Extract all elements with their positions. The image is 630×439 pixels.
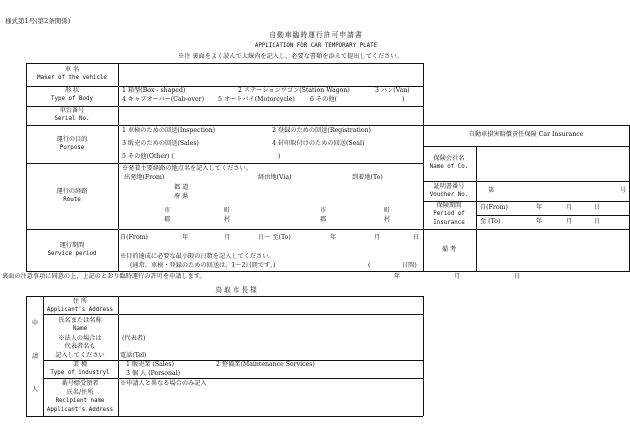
insurance-to-day: 日 bbox=[594, 218, 601, 225]
instruction-note: ※注 裏面をよく読んで太線内を記入し、必要な書類を添えて提出してください。 bbox=[178, 53, 403, 60]
period-days-open: ( bbox=[368, 262, 371, 269]
maker-label: 車 名 bbox=[64, 66, 80, 73]
route-via: 経由地(Via) bbox=[258, 174, 292, 181]
industry-option-2[interactable]: 2 整備業(Maintenance Services) bbox=[216, 361, 315, 368]
insurance-from-month: 月 bbox=[566, 204, 573, 211]
corporate-note-2: 代表者名も bbox=[64, 343, 96, 350]
insurance-to-year: 年 bbox=[536, 218, 543, 225]
recipient-label-english-2: Applicant's Address bbox=[46, 407, 114, 413]
form-title-english: APPLICATION FOR CAR TEMPORARY PLATE bbox=[254, 43, 378, 49]
prefecture-label-1: 都 道 bbox=[174, 184, 189, 191]
period-note-2: (通常、車検・登録のための回送は、1〜2日間です。) bbox=[130, 262, 276, 269]
purpose-label-english: Purpose bbox=[59, 145, 85, 151]
period-day-to: 日〜 至(To) bbox=[258, 234, 291, 241]
route-note: ※発着主要経路の地点名を記入してください。 bbox=[122, 165, 252, 172]
form-number: 様式第1号(第2条関係) bbox=[5, 17, 71, 25]
representative-label: (代表者) bbox=[122, 335, 146, 342]
city-label-a: 市 bbox=[164, 207, 171, 214]
body-type-label: 形 状 bbox=[64, 87, 80, 94]
industry-option-3[interactable]: 3 個 人 (Personal) bbox=[126, 370, 181, 377]
body-option-6[interactable]: 6 その他( bbox=[310, 96, 337, 103]
applicant-side-char-1: 申 bbox=[31, 320, 39, 327]
applicant-side-char-3: 人 bbox=[31, 386, 39, 393]
insurance-from: 自(From) bbox=[480, 204, 508, 211]
corporate-note-1: ※法人の場合は bbox=[58, 335, 102, 342]
gun-label-b: 郡 bbox=[320, 216, 327, 223]
recipient-note: ※申請人と異なる場合のみ記入 bbox=[120, 380, 207, 387]
insurance-period-label-english-2: Insurance bbox=[433, 220, 465, 226]
agreement-year: 年 bbox=[394, 273, 401, 280]
maker-label-english: Maker of the vehicle bbox=[37, 75, 107, 81]
insurance-company-label: 保険会社名 bbox=[433, 155, 465, 162]
city-label-b: 市 bbox=[320, 207, 327, 214]
period-year-2: 年 bbox=[330, 234, 337, 241]
route-label: 運行の経路 bbox=[56, 188, 88, 195]
route-label-english: Route bbox=[63, 197, 81, 203]
applicant-name-label-english: Name bbox=[73, 326, 87, 332]
recipient-label-2: 氏名/住所 bbox=[66, 389, 94, 396]
corporate-note-3: 記入してください bbox=[55, 352, 105, 359]
prefecture-label-2: 府 県 bbox=[174, 193, 189, 200]
village-label-b: 村 bbox=[384, 216, 391, 223]
period-month-1: 月 bbox=[224, 234, 231, 241]
voucher-dai: 第 bbox=[488, 187, 495, 194]
body-option-5[interactable]: 5 オートバイ(Motorcycle) bbox=[218, 96, 295, 103]
purpose-option-3[interactable]: 3 販売のための回送(Sales) bbox=[122, 140, 199, 147]
insurance-header: 自動車損害賠償責任保険 Car Insurance bbox=[468, 131, 584, 138]
telephone-label: 電話(Tel) bbox=[120, 352, 147, 359]
serial-label-english: Serial No. bbox=[54, 116, 90, 122]
route-from: 出発地(From) bbox=[124, 174, 165, 181]
industry-option-1[interactable]: 1 販売業 (Sales) bbox=[126, 361, 175, 368]
period-year-1: 年 bbox=[182, 234, 189, 241]
purpose-option-4[interactable]: 4 封印取付けのための回送(Seal) bbox=[272, 140, 365, 147]
period-from: 自(From) bbox=[120, 234, 148, 241]
applicant-name-label: 氏名または名称 bbox=[58, 317, 102, 324]
village-label-a: 村 bbox=[224, 216, 231, 223]
body-type-label-english: Type of Body bbox=[51, 96, 93, 102]
period-days: 日間) bbox=[402, 262, 417, 269]
insurance-to-month: 月 bbox=[566, 218, 573, 225]
agreement-month: 月 bbox=[454, 273, 461, 280]
town-label-a: 町 bbox=[224, 207, 231, 214]
agreement-day: 日 bbox=[514, 273, 521, 280]
route-to: 到着地(To) bbox=[352, 174, 383, 181]
town-label-b: 町 bbox=[384, 207, 391, 214]
insurance-period-label: 保険期間 bbox=[436, 202, 462, 209]
body-option-2[interactable]: 2 ステーションワゴン(Station Wagon) bbox=[238, 87, 350, 94]
purpose-option-1[interactable]: 1 車検のための回送(Inspection) bbox=[122, 127, 216, 134]
recipient-label-1: 番号標受領者 bbox=[61, 380, 99, 387]
voucher-go: 号 bbox=[620, 187, 627, 194]
serial-label: 車台番号 bbox=[59, 107, 85, 114]
insurance-company-label-english: Name of Co. bbox=[429, 164, 469, 170]
insurance-period-label-english-1: Period of bbox=[433, 211, 465, 217]
insurance-from-day: 日 bbox=[594, 204, 601, 211]
form-title: 自動車臨時運行許可申請書 bbox=[269, 31, 363, 39]
agreement-text: 裏面の注意事項に同意の上、上記のとおり臨時運行の許可を申請します。 bbox=[2, 273, 206, 280]
industry-label-english: Type of industryl bbox=[50, 370, 110, 376]
voucher-label: 証明書番号 bbox=[433, 183, 465, 190]
insurance-to: 至 (To) bbox=[480, 218, 501, 225]
period-label-english: Service period bbox=[47, 251, 97, 257]
purpose-option-5-close: ) bbox=[278, 153, 281, 160]
body-option-6-close: ) bbox=[402, 96, 405, 103]
body-option-3[interactable]: 3 バン(Van) bbox=[375, 87, 410, 94]
remarks-label: 備 考 bbox=[441, 246, 457, 253]
body-option-1[interactable]: 1 箱型(Box - shaped) bbox=[122, 87, 186, 94]
gun-label-a: 郡 bbox=[164, 216, 171, 223]
industry-label: 業 種 bbox=[72, 361, 88, 368]
insurance-from-year: 年 bbox=[536, 204, 543, 211]
period-day-2: 日 bbox=[413, 234, 420, 241]
purpose-option-2[interactable]: 2 登録のための回送(Registration) bbox=[272, 127, 371, 134]
body-option-4[interactable]: 4 キャブオーバー(Cab-over) bbox=[122, 96, 204, 103]
period-label: 運行期間 bbox=[59, 242, 85, 249]
mayor-addressee: 鳥 取 市 長 様 bbox=[215, 286, 257, 294]
period-month-2: 月 bbox=[374, 234, 381, 241]
period-note-1: ※目的達成に必要な最小限の日数を記入してください。 bbox=[120, 253, 275, 260]
applicant-side-char-2: 請 bbox=[31, 353, 39, 360]
purpose-label: 運行の目的 bbox=[56, 136, 88, 143]
applicant-address-label: 住 所 bbox=[72, 298, 88, 305]
recipient-label-english-1: Recipient name bbox=[55, 398, 105, 404]
applicant-address-label-english: Applicant's Address bbox=[46, 307, 114, 313]
voucher-label-english: Voucher No. bbox=[429, 192, 469, 198]
purpose-option-5[interactable]: 5 その他(Other) ( bbox=[122, 153, 174, 160]
